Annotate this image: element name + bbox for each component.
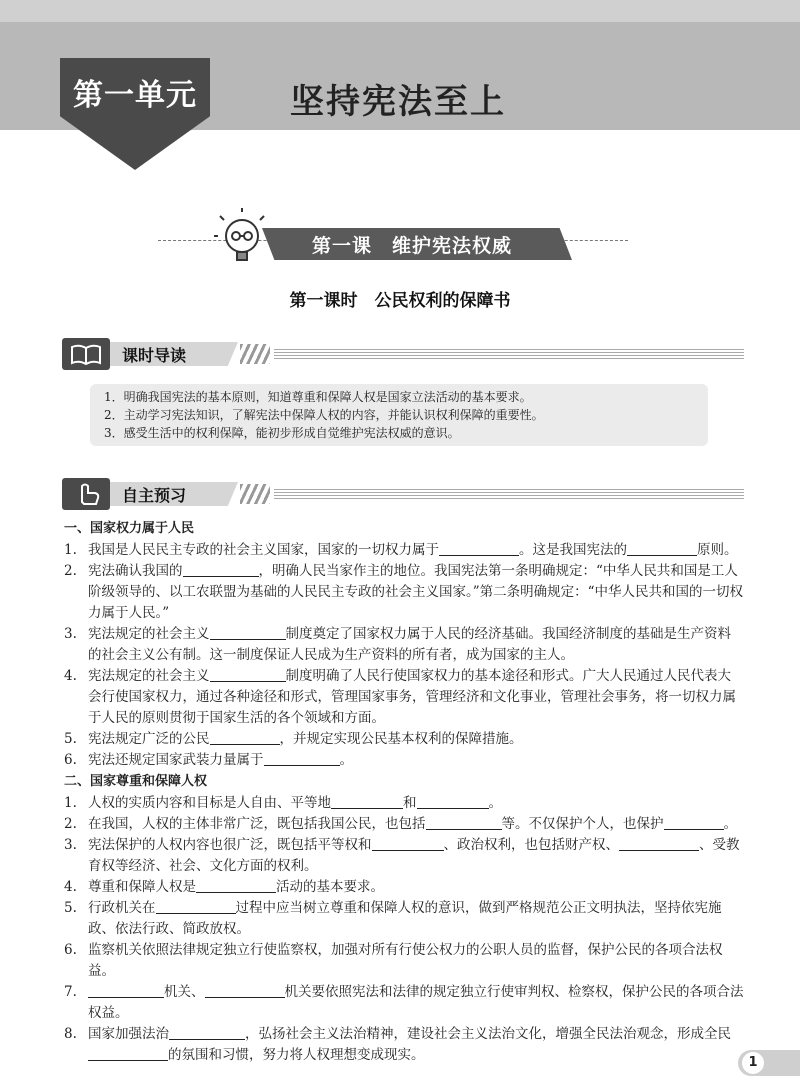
answer-blank[interactable]: [439, 543, 519, 557]
answer-blank[interactable]: [169, 1027, 245, 1041]
question-text: 我国是人民民主专政的社会主义国家，国家的一切权力属于 。这是我国宪法的 原则。: [88, 542, 738, 558]
answer-blank[interactable]: [210, 627, 286, 641]
question-item: [64, 729, 744, 750]
question-number: 1.: [64, 542, 77, 558]
answer-blank[interactable]: [183, 564, 259, 578]
question-item: [64, 561, 744, 624]
question-item: [64, 666, 744, 729]
question-number: 6.: [64, 942, 77, 958]
question-number: 6.: [64, 752, 77, 768]
answer-blank[interactable]: [426, 817, 502, 831]
reading-goals-box: [90, 384, 708, 446]
goal-item: 3．感受生活中的权利保障，能初步形成自觉维护宪法权威的意识。: [104, 426, 460, 440]
question-number: 3.: [64, 626, 77, 642]
question-item: [64, 835, 744, 877]
question-item: [64, 540, 744, 561]
part-heading: 一、国家权力属于人民: [64, 521, 195, 536]
question-text: 人权的实质内容和目标是人自由、平等地 和 。: [88, 795, 502, 811]
part-heading: 二、国家尊重和保障人权: [64, 774, 208, 789]
question-item: [64, 750, 744, 771]
preview-body: [64, 518, 744, 1066]
section-slashes: [240, 344, 270, 364]
question-item: [64, 940, 744, 982]
question-text: 宪法保护的人权内容也很广泛，既包括平等权和 、政治权利，也包括财产权、 、受教育权等经济、社会、文化方面的权利。: [88, 837, 740, 874]
question-number: 8.: [64, 1026, 77, 1042]
answer-blank[interactable]: [664, 817, 724, 831]
unit-title: 坚持宪法至上: [290, 82, 506, 122]
answer-blank[interactable]: [88, 1048, 168, 1062]
question-text: 监察机关依照法律规定独立行使监察权，加强对所有行使公权力的公职人员的监督，保护公民的各项合法权益。: [88, 942, 723, 979]
question-number: 2.: [64, 816, 77, 832]
question-item: [64, 982, 744, 1024]
section-header-preview: [62, 478, 742, 510]
question-number: 7.: [64, 984, 77, 1000]
lesson-title: 第一课 维护宪法权威: [311, 235, 512, 257]
question-text: 宪法还规定国家武装力量属于 。: [88, 752, 353, 768]
part1-list: [64, 540, 744, 771]
question-item: [64, 793, 744, 814]
question-number: 1.: [64, 795, 77, 811]
question-item: [64, 624, 744, 666]
answer-blank[interactable]: [205, 985, 285, 999]
section-label: 课时导读: [122, 346, 187, 365]
question-text: 尊重和保障人权是 活动的基本要求。: [88, 879, 384, 895]
answer-blank[interactable]: [156, 901, 236, 915]
answer-blank[interactable]: [331, 796, 403, 810]
page-number: 1: [742, 1052, 764, 1074]
page-number-tab: [738, 1050, 800, 1076]
header-fold: [0, 0, 800, 22]
section-header-reading: [62, 338, 742, 370]
pointing-hand-icon: [62, 478, 110, 510]
section-lines: [274, 349, 744, 359]
question-number: 5.: [64, 900, 77, 916]
answer-blank[interactable]: [619, 838, 699, 852]
question-text: 行政机关在 过程中应当树立尊重和保障人权的意识，做到严格规范公正文明执法，坚持依宪施政、依法行政、简政放权。: [88, 900, 722, 937]
goal-item: 1．明确我国宪法的基本原则，知道尊重和保障人权是国家立法活动的基本要求。: [104, 390, 532, 404]
unit-label: 第一单元: [73, 78, 197, 113]
answer-blank[interactable]: [210, 732, 280, 746]
period-title: 第一课时 公民权利的保障书: [289, 291, 511, 311]
question-text: 宪法规定的社会主义 制度明确了人民行使国家权力的基本途径和形式。广大人民通过人民代表大会行使国家权力，通过各种途径和形式，管理国家事务，管理经济和文化事业，管理社会事务，将一切权力属于人民的原则贯彻于国家生活的各个领域和方面。: [88, 668, 736, 726]
question-number: 2.: [64, 563, 77, 579]
answer-blank[interactable]: [627, 543, 697, 557]
question-item: [64, 814, 744, 835]
section-label: 自主预习: [122, 486, 187, 505]
answer-blank[interactable]: [264, 753, 340, 767]
lightbulb-icon: [210, 206, 270, 268]
book-icon: [62, 338, 110, 370]
question-number: 5.: [64, 731, 77, 747]
answer-blank[interactable]: [372, 838, 444, 852]
question-text: 机关、 机关要依照宪法和法律的规定独立行使审判权、检察权，保护公民的各项合法权益。: [88, 984, 744, 1021]
question-text: 在我国，人权的主体非常广泛，既包括我国公民，也包括 等。不仅保护个人，也保护 。: [88, 816, 737, 832]
answer-blank[interactable]: [88, 985, 164, 999]
question-number: 3.: [64, 837, 77, 853]
goal-item: 2．主动学习宪法知识，了解宪法中保障人权的内容，并能认识权利保障的重要性。: [104, 408, 544, 422]
question-item: [64, 877, 744, 898]
section-slashes: [240, 484, 270, 504]
question-text: 宪法规定的社会主义 制度奠定了国家权力属于人民的经济基础。我国经济制度的基础是生产资料的社会主义公有制。这一制度保证人民成为生产资料的所有者，成为国家的主人。: [88, 626, 731, 663]
question-item: [64, 898, 744, 940]
question-item: [64, 1024, 744, 1066]
question-number: 4.: [64, 879, 77, 895]
part2-list: [64, 793, 744, 1066]
question-text: 国家加强法治 ，弘扬社会主义法治精神，建设社会主义法治文化，增强全民法治观念，形成全民的氛围和习惯，努力将人权理想变成现实。: [88, 1026, 731, 1063]
section-lines: [274, 489, 744, 499]
question-number: 4.: [64, 668, 77, 684]
answer-blank[interactable]: [196, 880, 276, 894]
answer-blank[interactable]: [210, 669, 286, 683]
question-text: 宪法规定广泛的公民 ，并规定实现公民基本权利的保障措施。: [88, 731, 523, 747]
question-text: 宪法确认我国的 ，明确人民当家作主的地位。我国宪法第一条明确规定：“中华人民共和国是工人阶级领导的、以工农联盟为基础的人民民主专政的社会主义国家。”第二条明确规定：“中华人民共和国的一切权力属于人民。”: [88, 563, 744, 621]
answer-blank[interactable]: [417, 796, 489, 810]
